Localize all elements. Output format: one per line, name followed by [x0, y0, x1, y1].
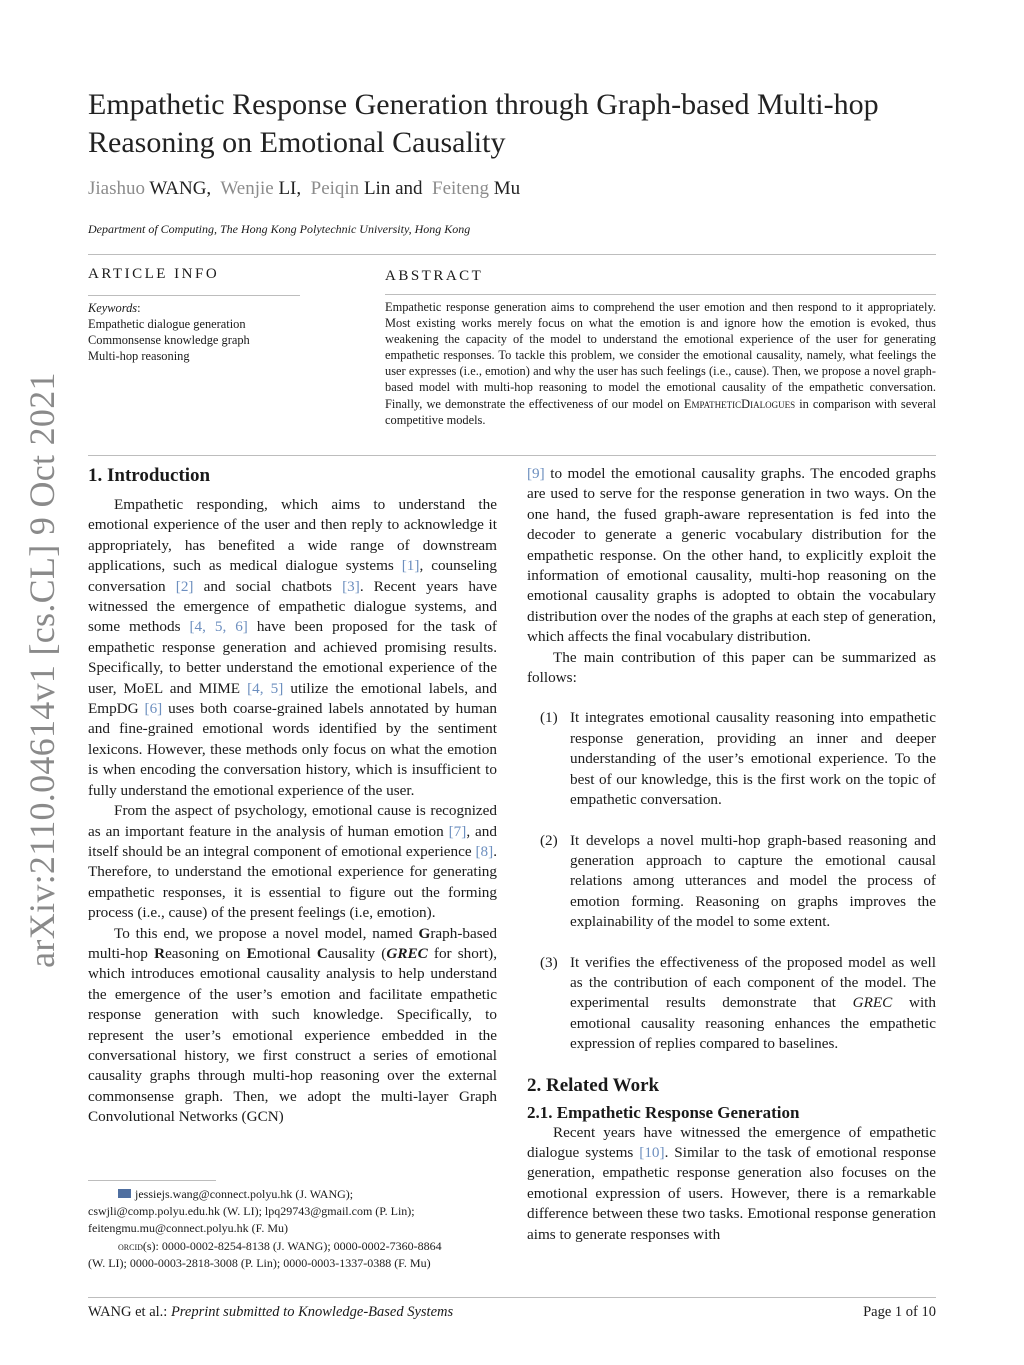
keywords-label: Keywords — [88, 301, 138, 315]
footnote-line: (W. LI); 0000-0003-2818-3008 (P. Lin); 0000-0003-1337-0388 (F. Mu) — [88, 1255, 431, 1270]
dataset-name: EmpatheticDialogues — [683, 396, 796, 411]
paragraph: The main contribution of this paper can be summarized as follows: — [527, 648, 936, 687]
author-given-name: Wenjie — [220, 178, 279, 199]
contribution-item: (2) It develops a novel multi-hop graph-based reasoning and generation approach to capture the emotional causal relations among utterances and model the process of emotion forming. Reasoning on graphs improves the explainability of the model to some extent. — [540, 831, 936, 931]
keyword-item: Commonsense knowledge graph — [88, 333, 250, 348]
paragraph: To this end, we propose a novel model, named Graph-based multi-hop Reasoning on Emotional Causality (GREC for short), which introduces emotional causality analysis to help understand the emergence of the user’s emotion and facilitate empathetic response generation with such knowledge. Specifically, to represent the user’s emotional experience embedded in the conversational history, we first construct a series of emotional causality graphs through multi-hop reasoning over the external commonsense graph. Then, we adopt the multi-layer Graph Convolutional Networks (GCN) — [88, 924, 498, 1126]
divider — [88, 254, 936, 255]
section-heading-introduction: 1. Introduction — [88, 465, 211, 486]
footer-rule — [88, 1297, 936, 1298]
citation-link[interactable]: [4, 5, 6] — [189, 618, 248, 636]
list-number: (3) — [540, 953, 558, 971]
keywords-block: Keywords: Empathetic dialogue generation Commonsense knowledge graph Multi-hop reasoning — [88, 300, 318, 364]
email-icon — [118, 1189, 131, 1198]
footer-left: WANG et al.: Preprint submitted to Knowledge-Based Systems — [88, 1304, 454, 1320]
keyword-item: Multi-hop reasoning — [88, 349, 190, 364]
author-given-name: Jiashuo — [88, 178, 150, 199]
author-family-name: LI — [278, 178, 297, 199]
citation-link[interactable]: [9] — [527, 465, 545, 482]
abstract-heading: ABSTRACT — [385, 268, 484, 284]
subsection-heading: 2.1. Empathetic Response Generation — [527, 1102, 800, 1122]
divider — [385, 294, 936, 295]
intro-text — [88, 495, 497, 1128]
abstract-text: Empathetic response generation aims to comprehend the user emotion and then respond to it appropriately. Most existing works merely focus on what the emotion is and ignore how the emotion is evoked, thus weakening the capacity of the model to understand the emotional experience of the user for generating empathetic responses. To tackle this problem, we consider the emotional causality, namely, what feelings the user expresses (i.e., emotion) and why the user has such feelings (i.e., cause). Then, we propose a novel graph-based model with multi-hop reasoning to model the emotional causality of the empathetic conversation. Finally, we demonstrate the effectiveness of our model on EmpatheticDialogues in comparison with several competitive models. — [385, 300, 937, 427]
citation-link[interactable]: [6] — [144, 700, 163, 718]
article-info-heading: ARTICLE INFO — [88, 266, 220, 282]
model-name: GREC — [386, 944, 428, 962]
column-right — [527, 464, 936, 1245]
footnote-rule — [88, 1180, 216, 1181]
author-given-name: Feiteng — [432, 178, 494, 199]
related-work-text — [527, 1123, 936, 1245]
citation-link[interactable]: [3] — [342, 577, 360, 595]
list-number: (1) — [540, 709, 558, 727]
footnotes — [88, 1186, 503, 1272]
author-family-name: WANG — [149, 178, 207, 199]
contribution-item: (3) It verifies the effectiveness of the proposed model as well as the contribution of each component of the model. The experimental results demonstrate that GREC with emotional causality reasoning enhances the empathetic expression of replies compared to baselines. — [540, 953, 936, 1053]
affiliation: Department of Computing, The Hong Kong Polytechnic University, Hong Kong — [88, 222, 471, 236]
keyword-item: Empathetic dialogue generation — [88, 317, 246, 332]
citation-link[interactable]: [1] — [401, 557, 420, 575]
journal-name: Preprint submitted to Knowledge-Based Systems — [170, 1304, 454, 1320]
page-number: Page 1 of 10 — [863, 1304, 936, 1320]
paragraph: Recent years have witnessed the emergence of empathetic dialogue systems [10]. Similar to the task of emotional response generation, empathetic response generation also focuses on the emotional expression of users. However, there is a remarkable difference between these two tasks. Emotional response generation aims to generate responses with — [527, 1123, 936, 1243]
intro-text-continued — [527, 464, 936, 688]
footnote-line: cswjli@comp.polyu.edu.hk (W. LI); lpq29743@gmail.com (P. Lin); — [88, 1204, 415, 1219]
contribution-item: (1) It integrates emotional causality reasoning into empathetic response generation, providing an inner and deeper understanding of the user’s emotional experience. To the best of our knowledge, this is the first work on the topic of empathetic conversation. — [540, 709, 936, 809]
paragraph: [9] to model the emotional causality graphs. The encoded graphs are used to serve for the response generation in two ways. On the one hand, the fused graph-aware representation is fed into the decoder to generate a generic vocabulary distribution for the empathetic response. On the other hand, to explicitly exploit the information of emotional causality, multi-hop reasoning on the emotional causality graphs is adopted to obtain the vocabulary distribution over the nodes of the graphs at each step of generation, which affects the final vocabulary distribution. — [527, 465, 936, 646]
divider — [88, 455, 936, 456]
footnote-line: (s): 0000-0002-8254-8138 (J. WANG); 0000-0002-7360-8864 — [142, 1238, 442, 1253]
list-number: (2) — [540, 831, 558, 849]
footnote-line: jessiejs.wang@connect.polyu.hk (J. WANG); — [135, 1187, 354, 1201]
orcid-label: orcid — [118, 1238, 143, 1253]
arxiv-stamp — [12, 372, 72, 968]
column-left — [88, 465, 497, 1128]
section-heading-related-work: 2. Related Work — [527, 1074, 660, 1096]
author-list: Jiashuo WANG, Wenjie LI, Peiqin Lin and Feiteng Mu — [88, 178, 521, 199]
citation-link[interactable]: [8] — [475, 842, 494, 860]
citation-link[interactable]: [4, 5] — [247, 679, 284, 697]
arxiv-id: arXiv:2110.04614v1 [cs.CL] 9 Oct 2021 — [22, 372, 62, 968]
author-family-name: Lin — [363, 178, 391, 199]
citation-link[interactable]: [2] — [175, 577, 194, 595]
author-given-name: Peiqin — [310, 178, 364, 199]
footnote-line: feitengmu.mu@connect.polyu.hk (F. Mu) — [88, 1221, 289, 1236]
divider — [88, 295, 300, 296]
paragraph: Empathetic responding, which aims to understand the emotional experience of the user and then reply to acknowledge it appropriately, has benefited a wide range of downstream applications, such as medical dialogue systems [1], counseling conversation [2] and social chatbots [3]. Recent years have witnessed the emergence of empathetic dialogue systems, and some methods [4, 5, 6] have been proposed for the task of empathetic response generation and achieved promising results. Specifically, to better understand the emotional experience of the user, MoEL and MIME [4, 5] utilize the emotional labels, and EmpDG [6] uses both coarse-grained labels annotated by human and fine-grained emotional words identified by the sentiment lexicons. However, these methods only focus on what the emotion is when encoding the conversation history, which is insufficient to fully understand the emotional experience of the user. — [88, 496, 497, 799]
paragraph: From the aspect of psychology, emotional cause is recognized as an important feature in the analysis of human emotion [7], and itself should be an integral component of emotional experience [8]. Therefore, to understand the emotional experience for generating empathetic responses, it is essential to figure out the forming process (i.e., cause) of the present feelings (i.e, emotion). — [88, 802, 497, 922]
contribution-list — [527, 708, 936, 1054]
author-family-name: Mu — [493, 178, 521, 199]
citation-link[interactable]: [7] — [448, 822, 467, 840]
paper-title: Empathetic Response Generation through Graph-based Multi-hop Reasoning on Emotional Causality — [88, 88, 879, 159]
citation-link[interactable]: [10] — [639, 1143, 665, 1161]
